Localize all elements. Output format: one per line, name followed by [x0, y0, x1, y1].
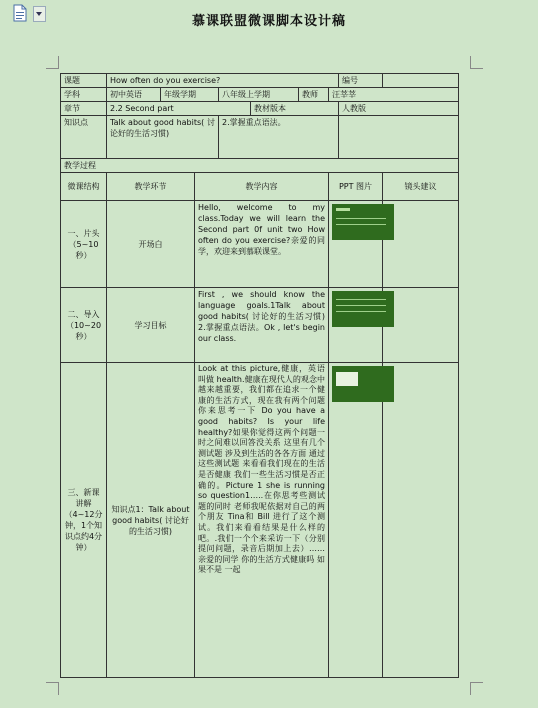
head-shot: 镜头建议 [383, 173, 459, 201]
label-knowledge: 知识点 [61, 116, 107, 159]
topic-value: How often do you exercise? [107, 74, 339, 88]
row1-ppt [329, 201, 383, 288]
corner-mark-tr [470, 56, 483, 69]
textbook-value: 人教版 [339, 102, 459, 116]
ppt-thumbnail [332, 204, 394, 240]
head-content: 教学内容 [195, 173, 329, 201]
row2-step: 学习目标 [107, 288, 195, 363]
knowledge-value-1: Talk about good habits( 讨论好的生活习惯) [107, 116, 219, 159]
page-title: 慕课联盟微课脚本设计稿 [191, 14, 346, 29]
grade-value: 八年级上学期 [219, 88, 299, 102]
head-ppt: PPT 图片 [329, 173, 383, 201]
row2-content: First , we should know the language goals.1Talk about good habits( 讨论好的生活习惯) 2.掌握重点语法。Ok , let's begin our class. [195, 288, 329, 363]
knowledge-value-2: 2.掌握重点语法。 [219, 116, 339, 159]
process-header: 教学过程 [61, 159, 459, 173]
label-grade: 年级学期 [161, 88, 219, 102]
row3-step: 知识点1：Talk about good habits( 讨论好的生活习惯) [107, 363, 195, 678]
label-teacher: 教师 [299, 88, 329, 102]
row1-structure: 一、片头（5~10秒） [61, 201, 107, 288]
label-chapter: 章节 [61, 102, 107, 116]
corner-mark-bl [46, 682, 59, 695]
corner-mark-tl [46, 56, 59, 69]
head-structure: 微课结构 [61, 173, 107, 201]
number-value [383, 74, 459, 88]
row3-structure: 三、新课讲解（4~12分钟，1个知识点约4分钟） [61, 363, 107, 678]
row2-structure: 二、导入（10~20秒） [61, 288, 107, 363]
label-subject: 学科 [61, 88, 107, 102]
label-number: 编号 [339, 74, 383, 88]
label-topic: 课题 [61, 74, 107, 88]
teacher-value: 汪莘莘 [329, 88, 459, 102]
row3-shot [383, 363, 459, 678]
corner-mark-br [470, 682, 483, 695]
subject-value: 初中英语 [107, 88, 161, 102]
label-textbook: 教材版本 [251, 102, 339, 116]
row3-content: Look at this picture,健康，英语叫做 health.健康在现代人的观念中越来越重要，我们都在追求一个健康的生活方式，现在我有两个问题你来思考一下 Do you have a good habits? Is your life healthy?如果你觉得这两个问题一时之间难以回答没关系 这里有几个测试题 涉及到生活的各各方面 通过这些测试题 来看看我们现在的生活是否健康 我们一些生活习惯是否正确的。Picture 1 she is running so question1…..在你思考些测试题的同时 老师我呢依据对自己的两个朋友 Tina和 Bill 进行了这个测试。我们来看看结果是什么样的吧。.我们一个个来采访一下（分别提问问题，录音后期加上去）……亲爱的同学 你的生活方式健康吗 如果不是 一起 [195, 363, 329, 678]
row1-step: 开场白 [107, 201, 195, 288]
knowledge-value-3 [339, 116, 459, 159]
row3-ppt [329, 363, 383, 678]
row1-content: Hello, welcome to my class.Today we will learn the Second part 0f unit two How often do you exercise?亲爱的同学，欢迎来到慕联课堂。 [195, 201, 329, 288]
chapter-value: 2.2 Second part [107, 102, 251, 116]
ppt-thumbnail [332, 366, 394, 402]
design-table [60, 73, 459, 678]
head-step: 教学环节 [107, 173, 195, 201]
row2-ppt [329, 288, 383, 363]
ppt-thumbnail [332, 291, 394, 327]
